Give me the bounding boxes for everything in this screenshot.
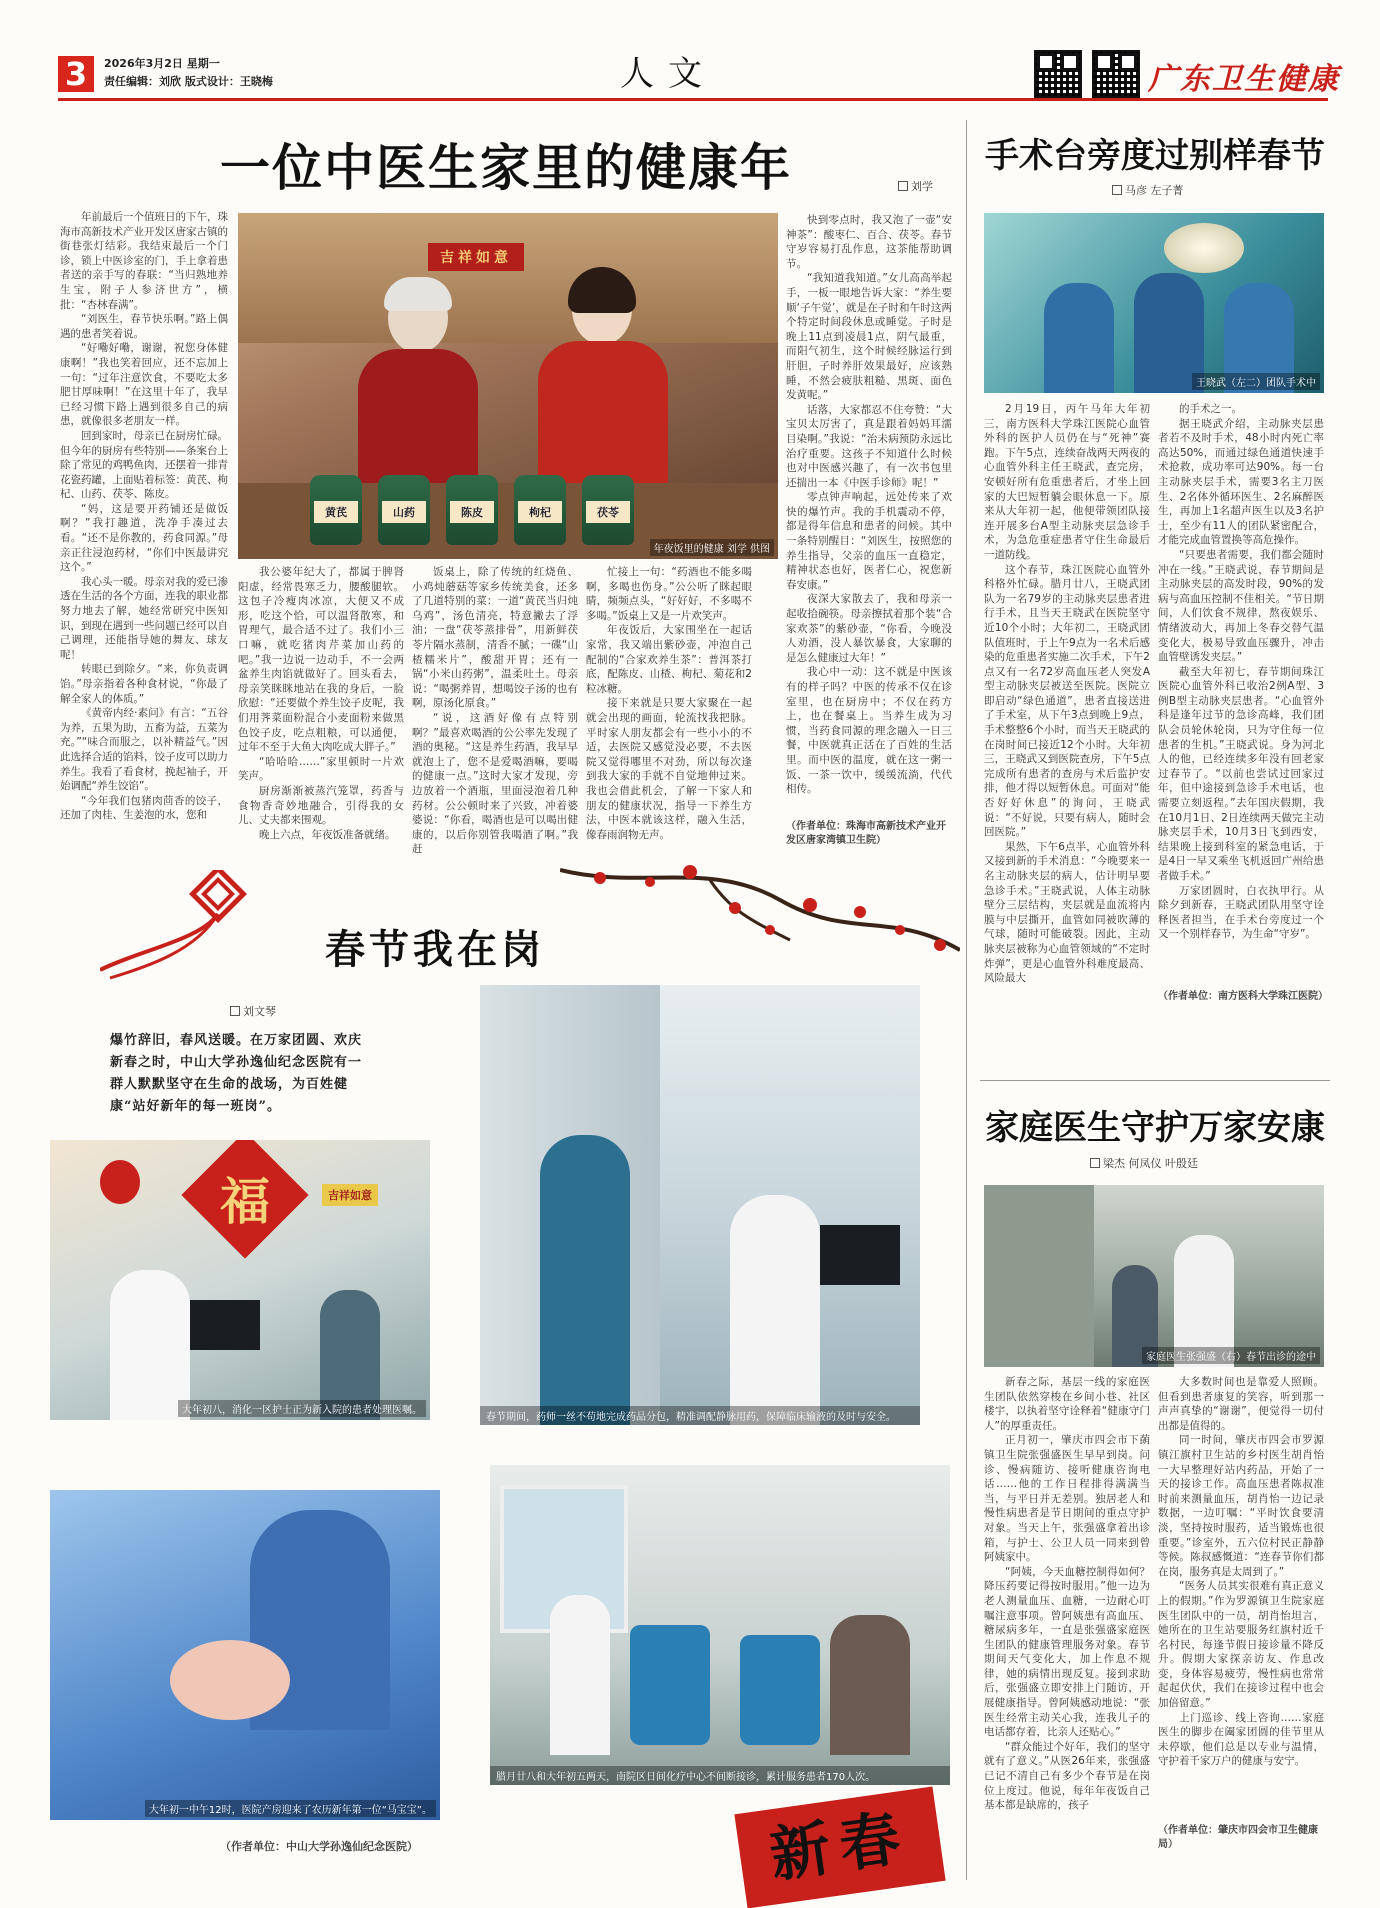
paragraph: 忙接上一句：“药酒也不能多喝啊，多喝也伤身。”公公听了眯起眼睛，频频点头，“好好好，不多喝不多喝。”饭桌上又是一片欢笑声。 <box>586 566 752 622</box>
red-lantern <box>100 1160 140 1204</box>
article4-byline: 梁杰 何凤仪 叶殷廷 <box>1090 1155 1198 1171</box>
article3-photo-pharmacy <box>480 985 920 1425</box>
paragraph: “阿姨，今天血糖控制得如何？降压药要记得按时服用。”他一边为老人测量血压、血糖，一边耐心叮嘱注意事项。曾阿姨患有高血压、糖尿病多年，一直是张强盛家庭医生团队的健康管理服务对象。春节期间天气变化大，加上作息不规律，她的病情出现反复。接到求助后，张强盛立即安排上门随访，开展健康指导。曾阿姨感动地说：“张医生经常主动关心我，连我儿子的电话都存着，比亲人还贴心。” <box>984 1565 1150 1739</box>
paragraph: 零点钟声响起，远处传来了欢快的爆竹声。我的手机震动不停，都是得年信息和患者的问候。其中一条特别醒目：“刘医生，按照您的养生指导，父亲的血压一直稳定，精神状态也好，医者仁心，祝您新春安康。” <box>786 491 952 591</box>
recliner-chair <box>740 1635 820 1745</box>
paragraph: 我心中一动：这不就是中医该有的样子吗？中医的传承不仅在诊室里，也在厨房中；不仅在药方上，也在餐桌上。当养生成为习惯，当药食同源的理念融入一日三餐，中医就真正活在了百姓的生活里。而中医的温度，就在这一粥一饭、一茶一饮中，缓缓流淌，代代相传。 <box>786 666 952 796</box>
paragraph: 饭桌上，除了传统的红烧鱼、小鸡炖蘑菇等家乡传统美食，还多了几道特别的菜：一道“黄芪当归炖乌鸡”，汤色清亮，特意撇去了浮油；一盘“茯苓蒸排骨”，用新鲜茯苓片隔水蒸制，清香不腻；一碟“山楂糯米片”，酸甜开胃；还有一锅“小米山药粥”，温柔吐土。母亲说：“喝粥养胃，想喝饺子汤的也有啊，原汤化原食。” <box>412 566 578 710</box>
recliner-chair <box>630 1625 710 1745</box>
article1-col5 <box>786 213 952 813</box>
article4-photo-caption: 家庭医生张强盛（右）春节出诊的途中 <box>1142 1347 1320 1364</box>
article4-title: 家庭医生守护万家安康 <box>985 1108 1325 1148</box>
article2-photo <box>984 213 1324 393</box>
paragraph: 转眼已到除夕。“来，你负责调馅。”母亲指着各种食材说，“你最了解全家人的体质。” <box>60 663 228 705</box>
paragraph: 夜深大家散去了，我和母亲一起收拾碗筷。母亲擦拭着那个装“合家欢茶”的紫砂壶，“你看，今晚没人劝酒，没人暴饮暴食，大家聊的是怎么健康过大年！” <box>786 593 952 664</box>
date-line: 2026年3月2日 星期一 <box>104 57 220 70</box>
article4-author-note: （作者单位：肇庆市四会市卫生健康局） <box>1158 1825 1318 1850</box>
paragraph: “说，这酒好像有点特别啊？”最喜欢喝酒的公公率先发现了酒的奥秘。“这是养生药酒，我早早就泡上了，您不是爱喝酒嘛，要喝的健康一点。”这时大家才发现，旁边放着一个酒瓶，里面浸泡着几种药材。公公顿时来了兴致，冲着婆婆说：“你看，喝酒也是可以喝出健康的，以后你别管我喝酒了啊。”我赶 <box>412 711 578 856</box>
article4-photo <box>984 1185 1324 1367</box>
paragraph: 上门巡诊、线上咨询……家庭医生的脚步在阖家团圆的佳节里从未停歇，他们总是以专业与温情，守护着千家万户的健康与安宁。 <box>1158 1711 1324 1768</box>
masthead-rule <box>58 98 1328 101</box>
article2-photo-caption: 王晓武（左二）团队手术中 <box>1192 373 1320 390</box>
article1-photo <box>238 213 778 559</box>
fu-character: 福 <box>220 1172 270 1231</box>
paragraph: 年夜饭后，大家围坐在一起话家常，我又端出紫砂壶，冲泡自己配制的“合家欢养生茶”：普洱茶打底，配陈皮、山楂、枸杞、菊花和2粒冰糖。 <box>586 624 752 695</box>
photo-banner: 吉祥如意 <box>428 243 524 271</box>
article2-author-note: （作者单位：南方医科大学珠江医院） <box>1158 991 1328 1002</box>
qr-code-2 <box>1092 50 1140 98</box>
paragraph: 截至大年初七，春节期间珠江医院心血管外科已收治2例A型、3例B型主动脉夹层患者。“心血管外科是逢年过节的急诊高峰，我们团队会员轮休轮岗，只为守住每一位患者的生机。”王晓武说。身为河北人的他，已经连续多年没有回老家过春节了。“以前也尝试过回家过年，但中途接到急诊手术电话，也需要立刻返程。”去年国庆假期，我在10月1日、2日连续两天做完主动脉夹层手术，10月3日飞到西安，结果晚上接到科室的紧急电话，于是4日一早又乘坐飞机返回广州给患者做手术。” <box>1158 665 1324 882</box>
paragraph: 这个春节，珠江医院心血管外科格外忙碌。腊月廿八，王晓武团队为一名79岁的主动脉夹层患者进行手术，且当天王晓武在医院坚守近10个小时；大年初二，王晓武团队值班时，于上午9点为一名术后感染的危重患者实施二次手术，下午2点又有一名72岁高血压老人突发A型主动脉夹层被送至医院。医院立即启动“绿色通道”，患者直接送进了手术室，从下午3点到晚上9点，手术整整6个小时，而当天王晓武的在岗时间已接近12个小时。大年初三，王晓武又到医院查房，下午5点完成所有患者的查房与术后监护安排，他才得以短暂休息。可面对“能否好好休息”的询问，王晓武说：“不好说，只要有病人，随时会回医院。” <box>984 563 1150 839</box>
paragraph: “哈哈哈……”家里顿时一片欢笑声。 <box>238 755 404 783</box>
paragraph: 晚上六点，年夜饭准备就绪。 <box>259 828 396 841</box>
article1-photo-caption: 年夜饭里的健康 刘学 供图 <box>650 539 774 556</box>
paragraph: 的手术之一。 <box>1179 403 1242 415</box>
building-wall <box>984 1185 1094 1367</box>
article3-byline: 刘文琴 <box>230 1003 276 1019</box>
article1-byline: 刘学 <box>898 178 933 194</box>
patient-figure <box>830 1615 910 1755</box>
paragraph: 接下来就是只要大家聚在一起就会出现的画面，轮流找我把脉。平时家人朋友都会有一些小小的不适，去医院又感觉没必要，不去医院又觉得哪里不对劲，所以每次逢到我大家的手就不自觉地伸过来。我也会借此机会，了解一下家人和朋友的健康状况，指导一下养生方法，中医本就该这样，融入生活，像春雨润物无声。 <box>586 697 752 841</box>
article3-photo2-caption: 春节期间，药师一丝不苟地完成药品分包，精准调配静脉用药，保障临床输液的及时与安全。 <box>480 1406 920 1425</box>
paragraph: 果然，下午6点半，心血管外科又接到新的手术消息：“今晚要来一名主动脉夹层的病人，估计明早要急诊手术。”王晓武说，人体主动脉壁分三层结构，夹层就是血流将内膜与中层撕开，血管如同被吹薄的气球，随时可能破裂。因此，主动脉夹层被称为心血管领域的“不定时炸弹”，更是心血管外科难度最高、风险最大 <box>984 840 1150 985</box>
section-title: 人文 <box>620 54 716 94</box>
computer-monitor <box>190 1300 260 1350</box>
article2-col1 <box>984 402 1150 1072</box>
newborn-figure <box>170 1640 290 1720</box>
pharmacist-figure <box>730 1195 820 1425</box>
paragraph: 厨房渐渐被蒸汽笼罩，药香与食物香奇妙地融合，引得我的女儿、丈夫都来围观。 <box>238 784 404 827</box>
surgical-lamp <box>1164 223 1244 273</box>
paragraph: 《黄帝内经·素问》有言：“五谷为养，五果为助，五畜为益，五菜为充。”“味合而服之，以补精益气。”因此选择合适的馅料，饺子皮可以助力养生。我看了看食材，挽起袖子，开始调配“养生饺馅”。 <box>60 707 228 793</box>
article3-photo3-caption: 大年初一中午12时，医院产房迎来了农历新年第一位“马宝宝”。 <box>145 1800 436 1817</box>
nurse-figure <box>110 1270 190 1420</box>
article2-title: 手术台旁度过别样春节 <box>985 136 1325 176</box>
paragraph: 2月19日，丙午马年大年初三，南方医科大学珠江医院心血管外科的医护人员仍在与“死神”赛跑。下午5点，连续奋战两天两夜的心血管外科主任王晓武，查完房，安顿好所有危重患者后，才坐上回家的大巴短暂躺会眼休息一下。原来从大年初一起，他便带领团队接连开展多台A型主动脉夹层急诊手术，为急危重症患者守住生命最后一道防线。 <box>984 403 1150 561</box>
computer-monitor <box>820 1225 900 1285</box>
paragraph: 我公婆年纪大了，都属于脾肾阳虚，经常畏寒乏力，腰酸腿软。这包子冷瘦肉冰凉，大便又不成形，吃这个恰，可以温肾散寒，和胃理气，最合适不过了。我们小三口嘛，就吃猪肉芹菜加山药的吧。”我一边说一边动手，不一会两盆养生肉馅就做好了。回头看去，母亲笑眯眯地站在我的身后，一脸欣慰：“还要做个养生饺子皮呢，我们用荠菜面粉混合小麦面粉来做黑色饺子皮，吃点粗粮，可以通便，过年不至于大鱼大肉吃成大胖子。” <box>238 566 404 754</box>
paragraph: 年前最后一个值班日的下午，珠海市高新技术产业开发区唐家古镇的街巷张灯结彩。我结束最后一个门诊，锁上中医诊室的门，手上拿着患者送的亲手写的春联：“当归熟地养生宝，附子人参济世方”，横批：“杏林春满”。 <box>60 211 228 311</box>
paragraph: 我心头一暖。母亲对我的爱已渗透在生活的各个方面，连我的职业都努力地去了解，她经常研究中医知识，到现在遇到一些问题已经可以自己调理，还能指导她的舞友、球友呢！ <box>60 575 228 661</box>
article1-author-note: （作者单位：珠海市高新技术产业开发区唐家湾镇卫生院） <box>786 821 946 846</box>
paragraph: 话落，大家都忍不住夸赞：“大宝贝太厉害了，真是跟着妈妈耳濡目染啊。”我说：“治未病预防永远比治疗重要。这孩子不知道什么时候也对中医感兴趣了，有一次书包里还揣出一本《中医手诊师》呢！” <box>786 403 952 489</box>
paragraph: 万家团圆时，白衣执甲行。从除夕到新春，王晓武团队用坚守诠释医者担当，在手术台旁度过一个又一个别样春节，为生命“守岁”。 <box>1158 884 1324 941</box>
article3-author-note: （作者单位：中山大学孙逸仙纪念医院） <box>220 1840 418 1853</box>
paragraph: 新春之际，基层一线的家庭医生团队依然穿梭在乡间小巷、社区楼宇，以执着坚守诠释着“健康守门人”的厚重责任。 <box>984 1376 1150 1432</box>
herb-jar: 枸杞 <box>514 475 566 545</box>
article3-photo1-caption: 大年初八，消化一区护士正为新入院的患者处理医嘱。 <box>178 1400 426 1417</box>
nurse-figure <box>550 1595 610 1755</box>
article4-col1 <box>984 1375 1150 1855</box>
paragraph: “只要患者需要，我们都会随时冲在一线。”王晓武说，春节期间是主动脉夹层的高发时段，90%的发病与高血压控制不佳相关。“节日期间，人们饮食不规律，熬夜娱乐、情绪波动大，再加上冬春交替气温变化大，极易导致血压骤升，冲击血管壁诱发夹层。” <box>1158 548 1324 664</box>
article2-byline: 马彦 左子菁 <box>1112 182 1184 198</box>
paragraph: 同一时间，肇庆市四会市罗源镇江旗村卫生站的乡村医生胡肖怡一大早整理好站内药品，开始了一天的接诊工作。高血压患者陈叔准时前来测量血压，胡肖怡一边记录数据，一边叮嘱：“平时饮食要清淡，坚持按时服药，适当锻炼也很重要。”诊室外，五六位村民正静静等候。陈叔感慨道：“连春节你们都在岗，服务真是太周到了。” <box>1158 1434 1324 1578</box>
paragraph: “我知道我知道。”女儿高高举起手，一板一眼地告诉大家：“养生要顺‘子午觉’，就是在子时和午时这两个特定时间段休息或睡觉。子时是晚上11点到凌晨1点，阴气最重，而阳气初生，这个时候经脉运行到肝胆，子时养肝效果最好，应该熟睡，不然会疲肤粗糙、黑斑、面色发黄呢。” <box>786 272 952 402</box>
article3-photo4-caption: 腊月廿八和大年初五两天，南院区日间化疗中心不间断接诊，累计服务患者170人次。 <box>490 1766 950 1785</box>
qr-code-1 <box>1034 50 1082 98</box>
herb-jar: 陈皮 <box>446 475 498 545</box>
paragraph: 正月初一，肇庆市四会市下蓢镇卫生院张强盛医生早早到岗。问诊、慢病随访、接听健康咨询电话……他的工作日程排得满满当当，与平日并无差别。独居老人和慢性病患者是节日期间的重点守护对象。当天上午，张强盛拿着出诊箱，与护士、公卫人员一同来到曾阿姨家中。 <box>984 1434 1150 1564</box>
brand-logo: 广东卫生健康 <box>1148 62 1340 97</box>
editors-line: 责任编辑：刘欣 版式设计：王晓梅 <box>104 75 273 88</box>
herb-jar: 黄芪 <box>310 475 362 545</box>
kitchen-cabinets <box>238 213 778 343</box>
article2-col2 <box>1158 402 1324 982</box>
herb-jar: 茯苓 <box>582 475 634 545</box>
elderly-woman-figure <box>358 283 478 483</box>
pharmacist-figure <box>540 1135 630 1425</box>
chinese-knot-decoration <box>100 870 250 980</box>
plum-branch-decoration <box>560 850 960 980</box>
paragraph: 回到家时，母亲已在厨房忙碌。但今年的厨房有些特别——条案台上除了常见的鸡鸭鱼肉，还摆着一排青花瓷药罐，上面贴着标签：黄芪、枸杞、山药、茯苓、陈皮。 <box>60 429 228 501</box>
paragraph: “医务人员其实很难有真正意义上的假期。”作为罗源镇卫生院家庭医生团队中的一员，胡肖怡坦言，她所在的卫生站要服务红旗村近千名村民，每逢节假日接诊量不降反升。假期大家探亲访友、作息改变，身体容易疲劳，慢性病也常常起起伏伏，我们在接诊过程中也会加倍留意。” <box>1158 1580 1324 1710</box>
paragraph: “今年我们包猪肉茴香的饺子，还加了肉桂、生姜泡的水，您和 <box>60 794 228 822</box>
calligraphy-decoration: 新春 <box>734 1787 945 1908</box>
article3-title: 春节我在岗 <box>325 926 545 973</box>
paragraph: “刘医生，春节快乐啊。”路上偶遇的患者笑着说。 <box>60 313 228 340</box>
article3-photo-maternity <box>50 1490 440 1820</box>
article3-photo-chemo <box>490 1465 950 1785</box>
column-divider <box>966 120 967 1880</box>
surgeon-figure <box>1044 283 1114 393</box>
article1-col4 <box>586 565 752 875</box>
couplet-tag: 吉祥如意 <box>322 1184 378 1206</box>
paragraph: “妈，这是要开药铺还是做饭啊？”我打趣道，洗净手凑过去看。“还不是你教的，药食同源。”母亲正往浸泡药材，“你们中医最讲究这个。” <box>60 502 228 574</box>
article3-photo-nurse <box>50 1140 430 1420</box>
article1-col2 <box>238 565 404 875</box>
article1-col3 <box>412 565 578 875</box>
paragraph: 快到零点时，我又泡了一壶“安神茶”：酸枣仁、百合、茯苓。春节守岁容易打乱作息，这茶能帮助调节。 <box>786 214 952 270</box>
article1-title: 一位中医生家里的健康年 <box>220 138 792 197</box>
paragraph: “好嘞好嘞，谢谢，祝您身体健康啊！”我也笑着回应，还不忘加上一句：“过年注意饮食，不要吃太多肥甘厚味啊！”在这里十年了，我早已经习惯下路上遇到很多自己的病患，就像很多老朋友一样。 <box>60 342 228 428</box>
paragraph: “群众能过个好年，我们的坚守就有了意义。”从医26年来，张强盛已记不清自己有多少个春节是在岗位上度过。他说，每年年夜饭自己基本都是缺席的，孩子 <box>984 1740 1150 1812</box>
young-woman-figure <box>538 273 668 493</box>
section-rule <box>980 1080 1330 1081</box>
paragraph: 据王晓武介绍，主动脉夹层患者若不及时手术，48小时内死亡率高达50%，而通过绿色通道快速手术抢救，成功率可达90%。每一台主动脉夹层手术，需要3名主刀医生、2名体外循环医生、2名麻醉医生，再加上1名超声医生以及3名护士，至少有11人的团队紧密配合，才能完成血管置换等高危操作。 <box>1158 417 1324 547</box>
paragraph: 大多数时间也是靠爱人照顾。但看到患者康复的笑容，听到那一声声真挚的“谢谢”，便觉得一切付出都是值得的。 <box>1158 1376 1324 1432</box>
article3-intro: 爆竹辞旧，春风送暖。在万家团圆、欢庆新春之时，中山大学孙逸仙纪念医院有一群人默默坚守在生命的战场，为百姓健康“站好新年的每一班岗”。 <box>110 1033 363 1114</box>
herb-jar: 山药 <box>378 475 430 545</box>
page-number-badge: 3 <box>58 56 94 92</box>
article4-col2 <box>1158 1375 1324 1815</box>
